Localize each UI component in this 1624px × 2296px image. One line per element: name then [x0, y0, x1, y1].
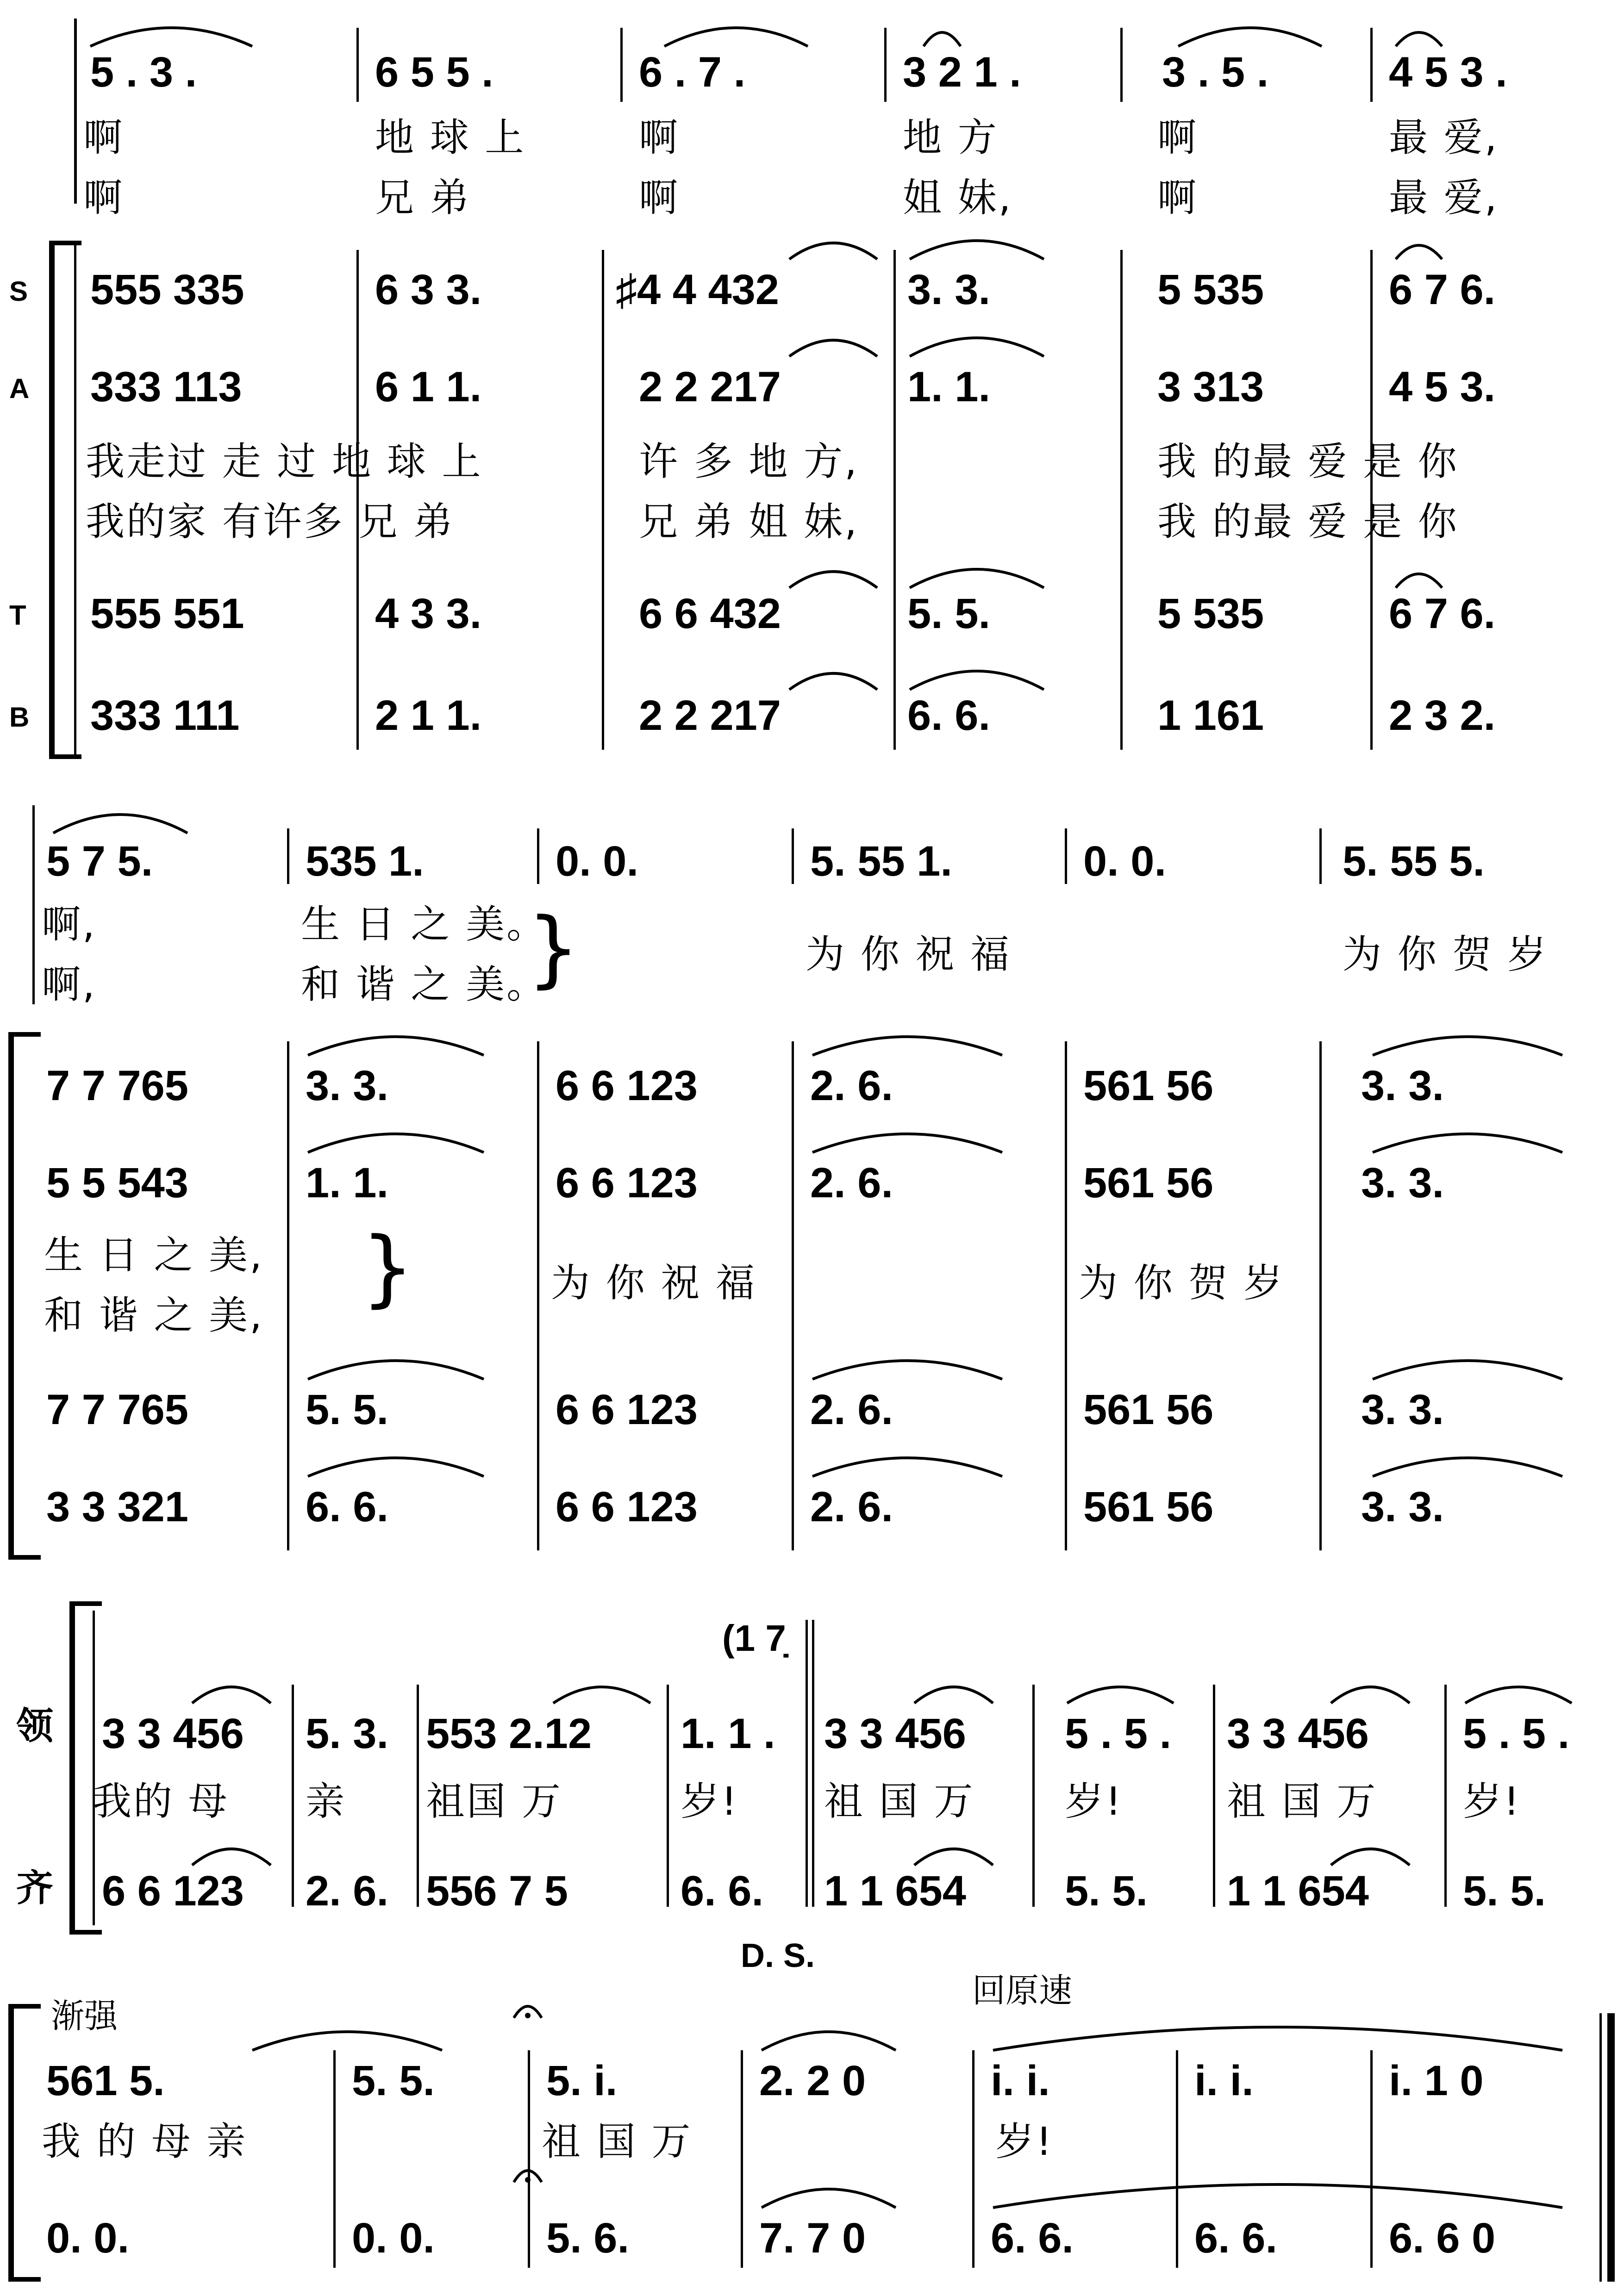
notes-b-m6: 2 3 2. — [1389, 692, 1496, 739]
notes-t-m2: 4 3 3. — [375, 590, 482, 637]
notes-solo-m11: 0. 0. — [1083, 838, 1167, 885]
slur — [51, 801, 190, 838]
notes-unison-m1: 6 6 123 — [102, 1867, 244, 1915]
lyric-lead-1: 我的 母 — [93, 1779, 229, 1824]
slur — [787, 657, 880, 694]
notes-unison-m8: 5. 5. — [1463, 1867, 1546, 1915]
notes-a2-m3: 6 6 123 — [556, 1159, 698, 1207]
slur — [1370, 1120, 1565, 1157]
bracket-top — [8, 2004, 41, 2009]
slur — [88, 14, 255, 51]
ds-mark: D. S. — [741, 1937, 815, 1974]
notes-bottom-m2: 0. 0. — [352, 2215, 435, 2262]
lyric-lead-5: 祖 国 万 — [824, 1779, 975, 1824]
notes-t-m3: 6 6 432 — [639, 590, 781, 637]
lyric-solo-2-m1: 啊 — [83, 175, 125, 220]
notes-solo-m5: 3 . 5 . — [1162, 49, 1269, 96]
notes-solo-m6: 4 5 3 . — [1389, 49, 1507, 96]
lyric-solo-2-m6: 最 爱, — [1389, 175, 1499, 220]
slur — [912, 1833, 995, 1870]
notes-unison-m4: 6. 6. — [681, 1867, 764, 1915]
notes-t2-m2: 5. 5. — [306, 1386, 389, 1433]
lyric-final-3: 岁! — [995, 2119, 1054, 2164]
notes-s-m3: ♯4 4 432 — [616, 266, 779, 313]
notes-solo-m4: 3 2 1 . — [903, 49, 1021, 96]
lyric-solo-2-m2: 兄 弟 — [375, 175, 471, 220]
notes-b2-m3: 6 6 123 — [556, 1483, 698, 1531]
final-barline-thick — [1607, 2013, 1615, 2282]
lyric-solo-c: 为 你 祝 福 — [806, 932, 1012, 977]
lyric-solo-1b: 生 日 之 美。 — [301, 902, 548, 947]
notes-lead-m3: 553 2.12 — [426, 1710, 592, 1757]
bracket-bottom — [69, 1930, 102, 1935]
lyric-lead-4: 岁! — [681, 1779, 739, 1824]
part-label-b: B — [9, 702, 30, 733]
notes-t-m5: 5 535 — [1157, 590, 1264, 637]
barline — [1065, 1041, 1067, 1550]
slur — [907, 555, 1046, 592]
notes-t2-m6: 3. 3. — [1361, 1386, 1444, 1433]
slur — [912, 1671, 995, 1708]
lyric-final-1: 我 的 母 亲 — [42, 2119, 248, 2164]
double-barline — [812, 1620, 814, 1907]
notes-top-m1: 561 5. — [46, 2057, 165, 2104]
lyric-lead-7: 祖 国 万 — [1227, 1779, 1378, 1824]
slur — [907, 227, 1046, 264]
barline — [356, 28, 359, 102]
barline — [1319, 1041, 1322, 1550]
fermata-icon — [512, 1995, 544, 2022]
notes-top-m7: i. 1 0 — [1389, 2057, 1484, 2104]
notes-t2-m5: 561 56 — [1083, 1386, 1214, 1433]
slur — [1393, 14, 1444, 51]
notes-a2-m1: 5 5 543 — [46, 1159, 188, 1207]
slur — [759, 2175, 898, 2212]
lyric-solo-1-m1: 啊 — [83, 115, 125, 160]
slur — [306, 1347, 486, 1384]
notes-t-m6: 6 7 6. — [1389, 590, 1496, 637]
notes-s-m4: 3. 3. — [907, 266, 991, 313]
lyric-solo-1-m5: 啊 — [1157, 115, 1199, 160]
crescendo-mark: 渐强 — [51, 1997, 118, 2035]
system-bar — [93, 1611, 95, 1925]
barline — [602, 250, 604, 750]
notes-unison-m5: 1 1 654 — [824, 1867, 966, 1915]
notes-unison-m3: 556 7 5 — [426, 1867, 568, 1915]
slur — [1370, 1444, 1565, 1481]
part-label-a: A — [9, 373, 30, 404]
notes-solo-m2: 6 5 5 . — [375, 49, 493, 96]
slur — [306, 1023, 486, 1060]
notes-t2-m4: 2. 6. — [810, 1386, 893, 1433]
slur — [551, 1671, 653, 1708]
barline — [537, 1041, 539, 1550]
bracket — [49, 241, 55, 759]
slur — [787, 555, 880, 592]
notes-t-m1: 555 551 — [90, 590, 244, 637]
slur — [1329, 1671, 1412, 1708]
barline — [792, 828, 794, 884]
bracket-top — [8, 1032, 41, 1037]
bracket — [8, 1032, 14, 1560]
lyric-solo-2-m3: 啊 — [639, 175, 680, 220]
lyric-lead-6: 岁! — [1065, 1779, 1123, 1824]
slur — [190, 1833, 273, 1870]
lyric-choir-1c: 我 的最 爱 是 你 — [1157, 439, 1459, 484]
system-bar — [32, 805, 35, 1004]
lyric-solo-2a: 啊, — [42, 962, 97, 1007]
slur — [810, 1347, 1005, 1384]
slur — [1176, 14, 1324, 51]
lyric-solo-1-m6: 最 爱, — [1389, 115, 1499, 160]
barline — [1176, 2050, 1178, 2268]
lyric-choir-1b: 许 多 地 方, — [639, 439, 859, 484]
notes-a2-m4: 2. 6. — [810, 1159, 893, 1207]
notes-b2-m6: 3. 3. — [1361, 1483, 1444, 1531]
lyric-lead-8: 岁! — [1463, 1779, 1521, 1824]
lyric-solo-1-m3: 啊 — [639, 115, 680, 160]
bracket — [69, 1601, 75, 1935]
cue-note: (1 7̣ — [722, 1618, 786, 1659]
notes-unison-m6: 5. 5. — [1065, 1867, 1148, 1915]
notes-t2-m3: 6 6 123 — [556, 1386, 698, 1433]
part-label-unison: 齐 — [16, 1867, 53, 1909]
part-label-lead: 领 — [16, 1705, 53, 1747]
notes-solo-m9: 0. 0. — [556, 838, 639, 885]
notes-solo-m12: 5. 55 5. — [1343, 838, 1485, 885]
notes-b-m3: 2 2 217 — [639, 692, 781, 739]
notes-top-m6: i. i. — [1194, 2057, 1254, 2104]
slur — [190, 1671, 273, 1708]
barline — [667, 1685, 669, 1907]
brace-right: } — [361, 1220, 414, 1316]
notes-top-m2: 5. 5. — [352, 2057, 435, 2104]
notes-top-m5: i. i. — [991, 2057, 1050, 2104]
notes-bottom-m6: 6. 6. — [1194, 2215, 1278, 2262]
system-bar — [74, 19, 77, 204]
final-barline-thin — [1599, 2013, 1602, 2282]
slur — [306, 1444, 486, 1481]
notes-a2-m5: 561 56 — [1083, 1159, 1214, 1207]
lyric-choir-1a: 我走过 走 过 地 球 上 — [86, 439, 483, 484]
part-label-s: S — [9, 276, 28, 307]
slur — [787, 324, 880, 361]
slur — [250, 2018, 444, 2055]
slur — [921, 14, 963, 51]
barline — [972, 2050, 974, 2268]
lyric-solo-2b: 和 谐 之 美。 — [301, 962, 548, 1007]
barline — [1032, 1685, 1035, 1907]
slur — [1463, 1671, 1574, 1708]
notes-top-m4: 2. 2 0 — [759, 2057, 866, 2104]
lyric-solo-2-m5: 啊 — [1157, 175, 1199, 220]
slur — [907, 324, 1046, 361]
slur — [991, 2175, 1565, 2212]
notes-b-m2: 2 1 1. — [375, 692, 482, 739]
notes-a-m6: 4 5 3. — [1389, 363, 1496, 411]
notes-bottom-m7: 6. 6 0 — [1389, 2215, 1496, 2262]
notes-a-m3: 2 2 217 — [639, 363, 781, 411]
notes-a2-m2: 1. 1. — [306, 1159, 389, 1207]
notes-bottom-m5: 6. 6. — [991, 2215, 1074, 2262]
notes-solo-m8: 535 1. — [306, 838, 424, 885]
barline — [1370, 2050, 1373, 2268]
notes-lead-m5: 3 3 456 — [824, 1710, 966, 1757]
notes-b-m1: 333 111 — [90, 692, 240, 739]
lyric-choir-2a: 我的家 有许多 兄 弟 — [86, 499, 455, 544]
lyric-choir2-2: 和 谐 之 美, — [44, 1293, 264, 1338]
bracket-bottom — [8, 2277, 41, 2282]
notes-t2-m1: 7 7 765 — [46, 1386, 188, 1433]
notes-s2-m1: 7 7 765 — [46, 1062, 188, 1109]
lyric-solo-d: 为 你 贺 岁 — [1343, 932, 1549, 977]
barline — [1444, 1685, 1447, 1907]
notes-a2-m6: 3. 3. — [1361, 1159, 1444, 1207]
slur — [810, 1023, 1005, 1060]
lyric-choir2-c: 为 你 祝 福 — [551, 1260, 757, 1306]
notes-bottom-m4: 7. 7 0 — [759, 2215, 866, 2262]
notes-b2-m5: 561 56 — [1083, 1483, 1214, 1531]
notes-lead-m4: 1. 1 . — [681, 1710, 775, 1757]
bracket — [8, 2004, 14, 2282]
notes-s2-m6: 3. 3. — [1361, 1062, 1444, 1109]
fermata-icon — [512, 2159, 544, 2187]
slur — [907, 657, 1046, 694]
notes-top-m3: 5. i. — [546, 2057, 618, 2104]
notes-bottom-m3: 5. 6. — [546, 2215, 630, 2262]
notes-t-m4: 5. 5. — [907, 590, 991, 637]
barline — [1120, 250, 1123, 750]
notes-unison-m2: 2. 6. — [306, 1867, 389, 1915]
barline — [1213, 1685, 1215, 1907]
lyric-lead-2: 亲 — [306, 1779, 347, 1824]
notes-b-m5: 1 161 — [1157, 692, 1264, 739]
brace-right: } — [527, 900, 580, 997]
barline — [287, 828, 289, 884]
slur — [991, 2018, 1565, 2055]
lyric-solo-1-m4: 地 方 — [903, 115, 999, 160]
notes-s2-m2: 3. 3. — [306, 1062, 389, 1109]
barline — [417, 1685, 419, 1907]
barline — [1120, 28, 1123, 102]
barline — [333, 2050, 336, 2268]
slur — [1393, 555, 1444, 592]
notes-bottom-m1: 0. 0. — [46, 2215, 130, 2262]
notes-b2-m1: 3 3 321 — [46, 1483, 188, 1531]
barline — [792, 1041, 794, 1550]
slur — [1329, 1833, 1412, 1870]
slur — [810, 1444, 1005, 1481]
notes-solo-m7: 5 7 5. — [46, 838, 153, 885]
slur — [1370, 1023, 1565, 1060]
notes-lead-m6: 5 . 5 . — [1065, 1710, 1172, 1757]
slur — [1393, 227, 1444, 264]
slur — [1370, 1347, 1565, 1384]
bracket-bottom — [8, 1555, 41, 1560]
notes-lead-m1: 3 3 456 — [102, 1710, 244, 1757]
notes-solo-m3: 6 . 7 . — [639, 49, 746, 96]
barline — [1370, 28, 1373, 102]
lyric-choir2-1: 生 日 之 美, — [44, 1232, 264, 1278]
lyric-solo-2-m4: 姐 妹, — [903, 175, 1013, 220]
lyric-choir2-d: 为 你 贺 岁 — [1079, 1260, 1285, 1306]
barline — [620, 28, 623, 102]
slur — [759, 2018, 898, 2055]
slur — [306, 1120, 486, 1157]
notes-a-m2: 6 1 1. — [375, 363, 482, 411]
notes-s-m2: 6 3 3. — [375, 266, 482, 313]
bracket-top — [69, 1601, 102, 1606]
bracket-top — [49, 241, 81, 245]
bracket-bottom — [49, 754, 81, 759]
barline — [292, 1685, 294, 1907]
notes-solo-m10: 5. 55 1. — [810, 838, 952, 885]
system-bar — [74, 241, 76, 759]
notes-solo-m1: 5 . 3 . — [90, 49, 197, 96]
slur — [662, 14, 810, 51]
barline — [741, 2050, 743, 2268]
barline — [884, 28, 887, 102]
barline — [893, 250, 896, 750]
notes-s2-m3: 6 6 123 — [556, 1062, 698, 1109]
notes-s-m1: 555 335 — [90, 266, 244, 313]
notes-lead-m2: 5. 3. — [306, 1710, 389, 1757]
lyric-solo-1a: 啊, — [42, 902, 97, 947]
double-barline — [806, 1620, 808, 1907]
notes-a-m5: 3 313 — [1157, 363, 1264, 411]
notes-s2-m4: 2. 6. — [810, 1062, 893, 1109]
slur — [787, 227, 880, 264]
barline — [287, 1041, 289, 1550]
notes-a-m1: 333 113 — [90, 363, 242, 411]
barline — [1065, 828, 1067, 884]
notes-b2-m4: 2. 6. — [810, 1483, 893, 1531]
notes-lead-m7: 3 3 456 — [1227, 1710, 1369, 1757]
lyric-choir-2c: 我 的最 爱 是 你 — [1157, 499, 1459, 544]
notes-s2-m5: 561 56 — [1083, 1062, 1214, 1109]
notes-s-m6: 6 7 6. — [1389, 266, 1496, 313]
notes-b2-m2: 6. 6. — [306, 1483, 389, 1531]
lyric-choir-2b: 兄 弟 姐 妹, — [639, 499, 859, 544]
barline — [537, 828, 539, 884]
notes-b-m4: 6. 6. — [907, 692, 991, 739]
notes-a-m4: 1. 1. — [907, 363, 991, 411]
lyric-final-2: 祖 国 万 — [542, 2119, 693, 2164]
notes-s-m5: 5 535 — [1157, 266, 1264, 313]
notes-unison-m7: 1 1 654 — [1227, 1867, 1369, 1915]
slur — [1065, 1671, 1176, 1708]
a-tempo-mark: 回原速 — [972, 1971, 1073, 2010]
barline — [1319, 828, 1322, 884]
notes-lead-m8: 5 . 5 . — [1463, 1710, 1570, 1757]
lyric-lead-3: 祖国 万 — [426, 1779, 562, 1824]
slur — [810, 1120, 1005, 1157]
part-label-t: T — [9, 600, 26, 631]
lyric-solo-1-m2: 地 球 上 — [375, 115, 526, 160]
